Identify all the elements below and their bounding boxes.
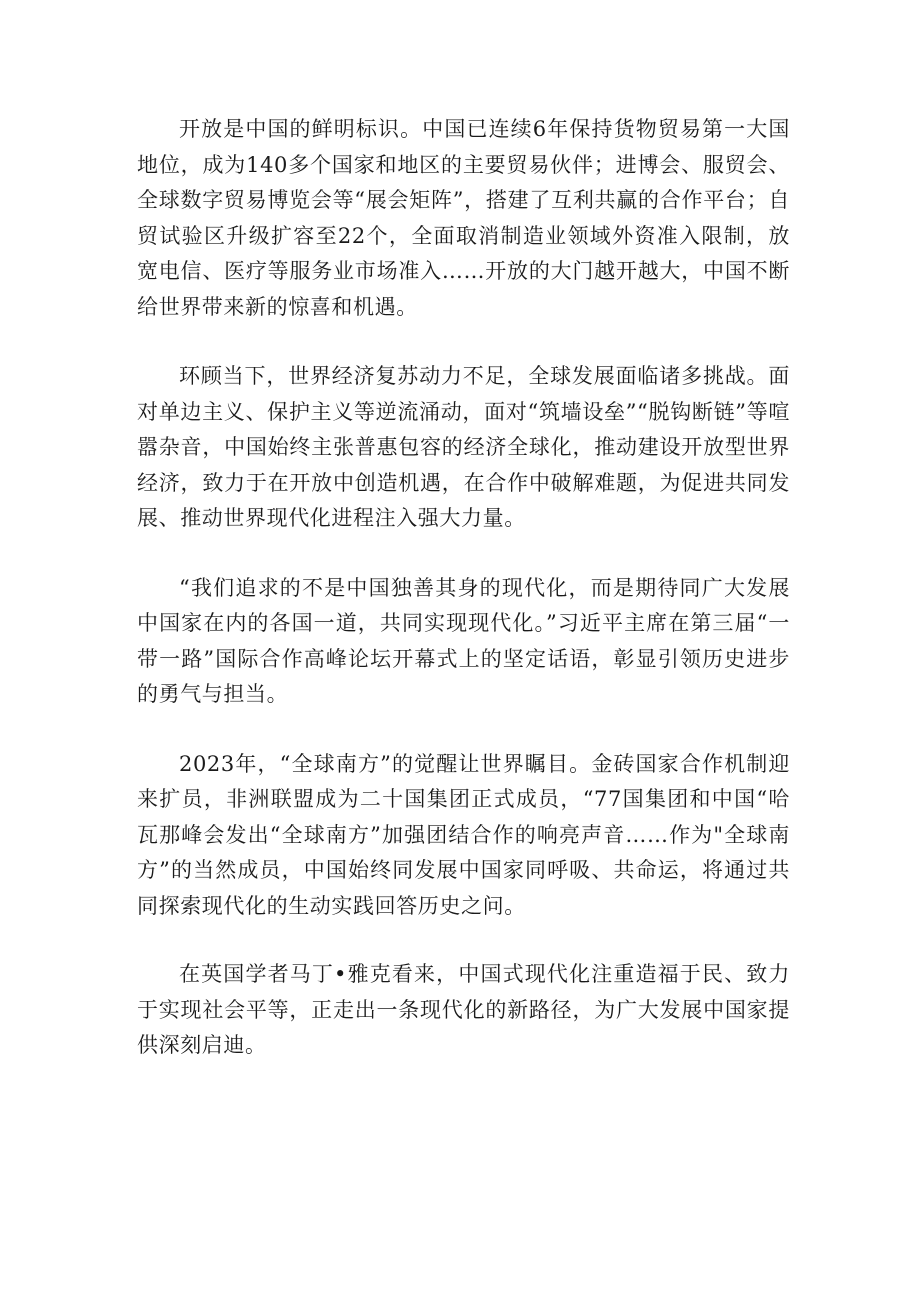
paragraph-opening: 开放是中国的鲜明标识。中国已连续6年保持货物贸易第一大国地位，成为140多个国家和地区的主要贸易伙伴；进博会、服贸会、全球数字贸易博览会等“展会矩阵”，搭建了互利共赢的合作平台；自贸试验区升级扩容至22个，全面取消制造业领域外资准入限制，放宽电信、医疗等服务业市场准入……开放的大门越开越大，中国不断给世界带来新的惊喜和机遇。 <box>137 117 790 319</box>
paragraph-global-south: 2023年，“全球南方”的觉醒让世界瞩目。金砖国家合作机制迎来扩员，非洲联盟成为二十国集团正式成员，“77国集团和中国“哈瓦那峰会发出“全球南方”加强团结合作的响亮声音……作为"全球南方”的当然成员，中国始终同发展中国家同呼吸、共命运，将通过共同探索现代化的生动实践回答历史之问。 <box>137 751 790 918</box>
document-body <box>137 112 790 1064</box>
paragraph-global-economy: 环顾当下，世界经济复苏动力不足，全球发展面临诸多挑战。面对单边主义、保护主义等逆流涌动，面对“筑墙设垒”“脱钩断链”等喧嚣杂音，中国始终主张普惠包容的经济全球化，推动建设开放型世界经济，致力于在开放中创造机遇，在合作中破解难题，为促进共同发展、推动世界现代化进程注入强大力量。 <box>137 364 790 530</box>
paragraph-martin-jacques: 在英国学者马丁•雅克看来，中国式现代化注重造福于民、致力于实现社会平等，正走出一条现代化的新路径，为广大发展中国家提供深刻启迪。 <box>137 962 790 1057</box>
paragraph-quote: “我们追求的不是中国独善其身的现代化，而是期待同广大发展中国家在内的各国一道，共同实现现代化。”习近平主席在第三届“一带一路”国际合作高峰论坛开幕式上的坚定话语，彰显引领历史进步的勇气与担当。 <box>137 575 790 706</box>
